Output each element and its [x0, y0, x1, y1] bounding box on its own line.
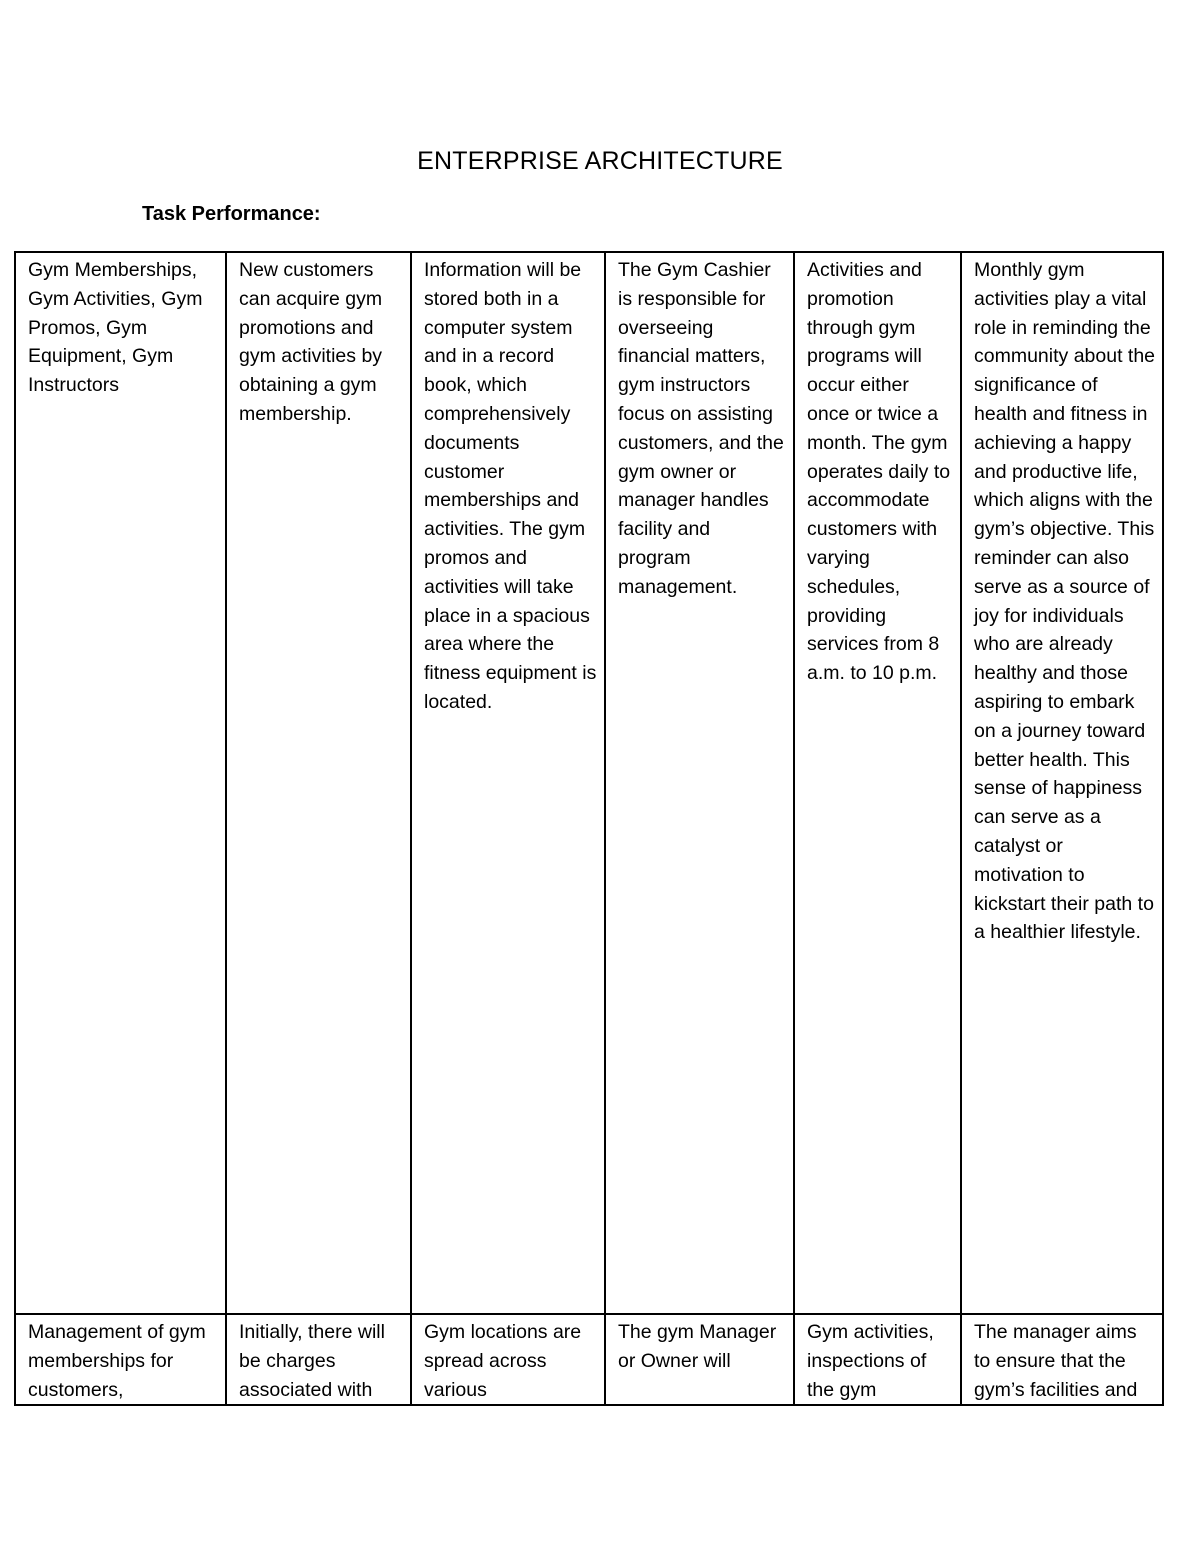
table-row	[15, 1314, 1163, 1405]
table-cell	[961, 252, 1163, 1314]
cell-text: The Gym Cashier is responsible for overseeing financial matters, gym instructors focus on assisting customers, and the gym owner or manager handles facility and program management.	[618, 259, 784, 598]
document-title: ENTERPRISE ARCHITECTURE	[417, 147, 783, 175]
cell-text: New customers can acquire gym promotions and gym activities by obtaining a gym membership.	[239, 259, 383, 425]
table-cell	[605, 252, 794, 1314]
cell-text: Information will be stored both in a computer system and in a record book, which comprehensively documents customer memberships and activities. The gym promos and activities will take place in a spacious area where the fitness equipment is located.	[424, 259, 597, 713]
table-cell	[15, 252, 226, 1314]
table-cell	[411, 1314, 605, 1405]
table-cell	[794, 1314, 961, 1405]
task-performance-heading: Task Performance:	[142, 203, 321, 225]
cell-text: Initially, there will be charges associated with	[239, 1321, 385, 1401]
cell-text: Gym activities, inspections of the gym	[807, 1321, 934, 1401]
cell-text: Activities and promotion through gym programs will occur either once or twice a month. The gym operates daily to accommodate customers with varying schedules, providing services from 8 a.m. to 10 p.m.	[807, 259, 951, 685]
table-cell	[605, 1314, 794, 1405]
table-cell	[961, 1314, 1163, 1405]
table-cell	[226, 1314, 411, 1405]
cell-text: Monthly gym activities play a vital role in reminding the community about the significance of health and fitness in achieving a happy and productive life, which aligns with the gym’s objective. This reminder can also serve as a source of joy for individuals who are already healthy and those aspiring to embark on a journey toward better health. This sense of happiness can serve as a catalyst or motivation to kickstart their path to a healthier lifestyle.	[974, 259, 1156, 944]
task-performance-table	[14, 251, 1164, 1406]
cell-text: Gym locations are spread across various	[424, 1321, 582, 1401]
cell-text: The gym Manager or Owner will	[618, 1321, 777, 1372]
cell-text: Management of gym memberships for customers,	[28, 1321, 206, 1401]
cell-text: The manager aims to ensure that the gym’s facilities and	[974, 1321, 1138, 1401]
table-row	[15, 252, 1163, 1314]
table-cell	[226, 252, 411, 1314]
table-cell	[794, 252, 961, 1314]
cell-text: Gym Memberships, Gym Activities, Gym Promos, Gym Equipment, Gym Instructors	[28, 259, 203, 397]
table-cell	[15, 1314, 226, 1405]
table-cell	[411, 252, 605, 1314]
